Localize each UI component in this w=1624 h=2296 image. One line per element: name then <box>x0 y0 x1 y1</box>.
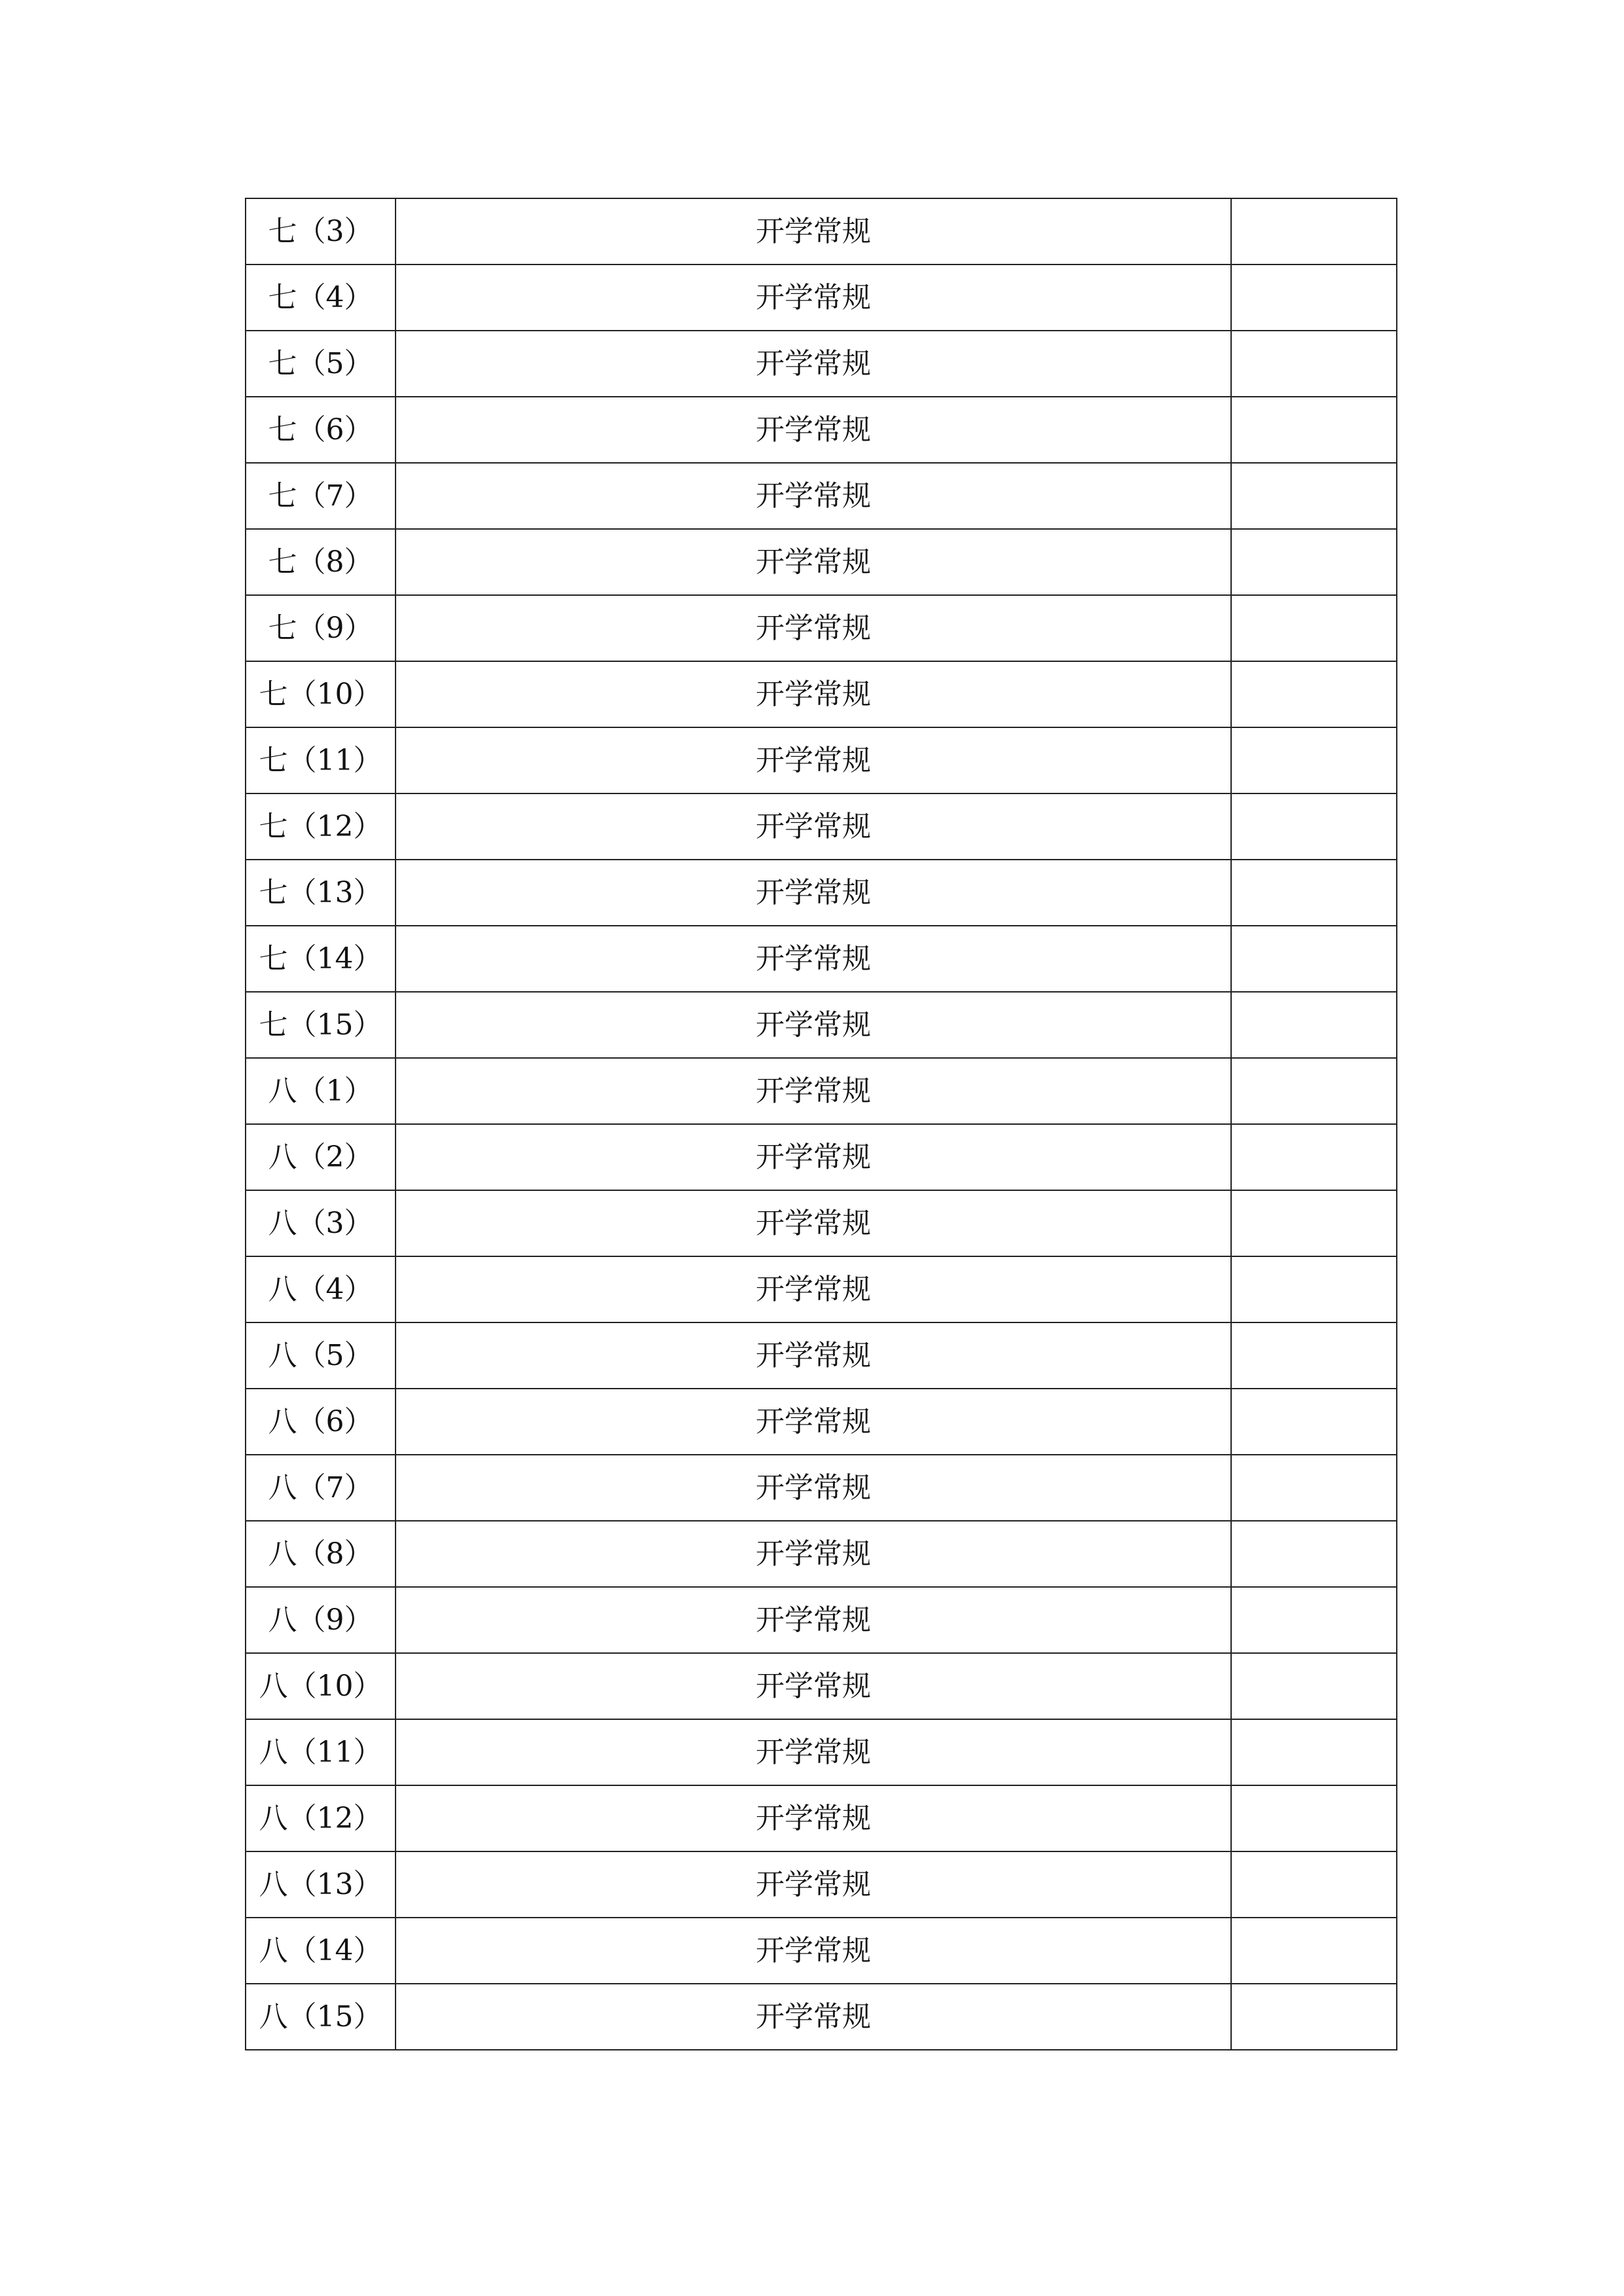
content-cell: 开学常规 <box>396 1058 1231 1124</box>
table-row <box>246 1058 1397 1124</box>
table-row <box>246 595 1397 661</box>
class-name-cell: 七（6） <box>246 397 396 463</box>
table-row <box>246 793 1397 860</box>
note-cell <box>1231 860 1397 926</box>
content-cell: 开学常规 <box>396 595 1231 661</box>
note-cell <box>1231 926 1397 992</box>
content-cell: 开学常规 <box>396 661 1231 727</box>
class-name-cell: 八（15） <box>246 1984 396 2050</box>
note-cell <box>1231 1455 1397 1521</box>
class-table <box>245 198 1397 2050</box>
table-row <box>246 1719 1397 1785</box>
table-row <box>246 529 1397 595</box>
content-cell: 开学常规 <box>396 264 1231 331</box>
content-cell: 开学常规 <box>396 793 1231 860</box>
note-cell <box>1231 1322 1397 1389</box>
content-cell: 开学常规 <box>396 1851 1231 1918</box>
content-cell: 开学常规 <box>396 860 1231 926</box>
content-cell: 开学常规 <box>396 992 1231 1058</box>
note-cell <box>1231 1719 1397 1785</box>
note-cell <box>1231 1389 1397 1455</box>
table-row <box>246 397 1397 463</box>
content-cell: 开学常规 <box>396 529 1231 595</box>
class-name-cell: 七（10） <box>246 661 396 727</box>
class-table-body <box>246 198 1397 2050</box>
table-row <box>246 1653 1397 1719</box>
content-cell: 开学常规 <box>396 1587 1231 1653</box>
class-name-cell: 八（11） <box>246 1719 396 1785</box>
class-name-cell: 八（2） <box>246 1124 396 1190</box>
table-row <box>246 661 1397 727</box>
table-row <box>246 926 1397 992</box>
table-row <box>246 1851 1397 1918</box>
note-cell <box>1231 1256 1397 1322</box>
table-row <box>246 1256 1397 1322</box>
table-row <box>246 331 1397 397</box>
table-row <box>246 860 1397 926</box>
content-cell: 开学常规 <box>396 397 1231 463</box>
class-name-cell: 七（15） <box>246 992 396 1058</box>
note-cell <box>1231 1058 1397 1124</box>
content-cell: 开学常规 <box>396 1719 1231 1785</box>
content-cell: 开学常规 <box>396 1190 1231 1256</box>
table-row <box>246 1587 1397 1653</box>
class-name-cell: 七（11） <box>246 727 396 793</box>
class-name-cell: 七（12） <box>246 793 396 860</box>
content-cell: 开学常规 <box>396 926 1231 992</box>
content-cell: 开学常规 <box>396 331 1231 397</box>
content-cell: 开学常规 <box>396 727 1231 793</box>
class-name-cell: 七（4） <box>246 264 396 331</box>
class-name-cell: 八（9） <box>246 1587 396 1653</box>
table-row <box>246 1322 1397 1389</box>
class-name-cell: 七（5） <box>246 331 396 397</box>
note-cell <box>1231 1653 1397 1719</box>
table-row <box>246 1918 1397 1984</box>
class-name-cell: 八（13） <box>246 1851 396 1918</box>
table-row <box>246 1984 1397 2050</box>
content-cell: 开学常规 <box>396 1389 1231 1455</box>
class-name-cell: 八（4） <box>246 1256 396 1322</box>
table-row <box>246 1521 1397 1587</box>
class-name-cell: 七（3） <box>246 198 396 264</box>
class-name-cell: 八（5） <box>246 1322 396 1389</box>
note-cell <box>1231 198 1397 264</box>
table-row <box>246 1455 1397 1521</box>
note-cell <box>1231 1190 1397 1256</box>
note-cell <box>1231 1918 1397 1984</box>
note-cell <box>1231 1984 1397 2050</box>
content-cell: 开学常规 <box>396 463 1231 529</box>
note-cell <box>1231 529 1397 595</box>
class-name-cell: 七（13） <box>246 860 396 926</box>
class-name-cell: 八（7） <box>246 1455 396 1521</box>
class-name-cell: 七（14） <box>246 926 396 992</box>
note-cell <box>1231 1521 1397 1587</box>
content-cell: 开学常规 <box>396 1256 1231 1322</box>
note-cell <box>1231 397 1397 463</box>
table-row <box>246 727 1397 793</box>
table-row <box>246 264 1397 331</box>
table-row <box>246 198 1397 264</box>
content-cell: 开学常规 <box>396 1653 1231 1719</box>
note-cell <box>1231 992 1397 1058</box>
note-cell <box>1231 727 1397 793</box>
content-cell: 开学常规 <box>396 1785 1231 1851</box>
note-cell <box>1231 595 1397 661</box>
content-cell: 开学常规 <box>396 1918 1231 1984</box>
note-cell <box>1231 331 1397 397</box>
class-name-cell: 八（6） <box>246 1389 396 1455</box>
table-row <box>246 1389 1397 1455</box>
class-name-cell: 七（7） <box>246 463 396 529</box>
content-cell: 开学常规 <box>396 1984 1231 2050</box>
note-cell <box>1231 1785 1397 1851</box>
class-name-cell: 七（8） <box>246 529 396 595</box>
content-cell: 开学常规 <box>396 1124 1231 1190</box>
class-name-cell: 八（3） <box>246 1190 396 1256</box>
table-row <box>246 1190 1397 1256</box>
note-cell <box>1231 264 1397 331</box>
table-row <box>246 463 1397 529</box>
table-row <box>246 992 1397 1058</box>
note-cell <box>1231 793 1397 860</box>
table-row <box>246 1785 1397 1851</box>
class-name-cell: 八（12） <box>246 1785 396 1851</box>
table-row <box>246 1124 1397 1190</box>
class-name-cell: 八（8） <box>246 1521 396 1587</box>
note-cell <box>1231 1851 1397 1918</box>
class-name-cell: 八（10） <box>246 1653 396 1719</box>
note-cell <box>1231 1124 1397 1190</box>
note-cell <box>1231 661 1397 727</box>
note-cell <box>1231 463 1397 529</box>
class-name-cell: 八（14） <box>246 1918 396 1984</box>
content-cell: 开学常规 <box>396 1322 1231 1389</box>
content-cell: 开学常规 <box>396 1521 1231 1587</box>
class-name-cell: 八（1） <box>246 1058 396 1124</box>
content-cell: 开学常规 <box>396 198 1231 264</box>
note-cell <box>1231 1587 1397 1653</box>
content-cell: 开学常规 <box>396 1455 1231 1521</box>
class-name-cell: 七（9） <box>246 595 396 661</box>
